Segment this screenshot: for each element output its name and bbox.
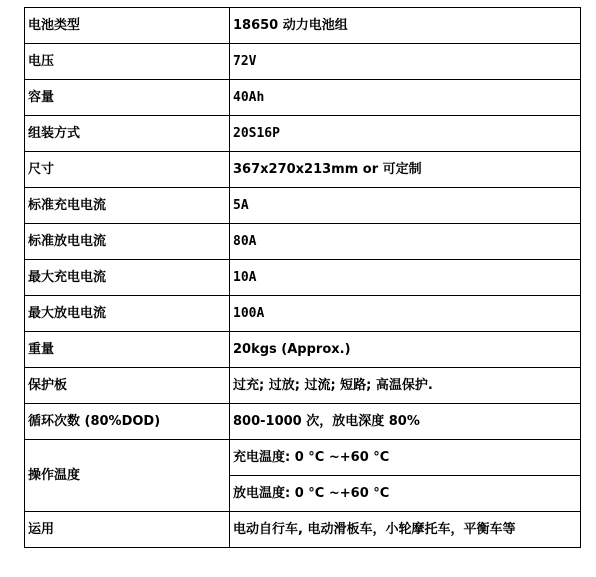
spec-row-assembly (25, 116, 581, 152)
spec-value-weight: 20kgs (Approx.) (230, 332, 581, 368)
spec-row-battery-type (25, 8, 581, 44)
spec-value-battery-type: 18650 动力电池组 (230, 8, 581, 44)
spec-value-dimensions: 367x270x213mm or 可定制 (230, 152, 581, 188)
spec-label-max-discharge-current: 最大放电电流 (25, 296, 230, 332)
spec-row-cycle-count (25, 404, 581, 440)
spec-label-dimensions: 尺寸 (25, 152, 230, 188)
spec-table-body (25, 8, 581, 548)
spec-row-capacity (25, 80, 581, 116)
spec-row-weight (25, 332, 581, 368)
spec-row-dimensions (25, 152, 581, 188)
spec-value-usage: 电动自行车, 电动滑板车，小轮摩托车，平衡车等 (230, 512, 581, 548)
spec-row-voltage (25, 44, 581, 80)
spec-row-protection-board (25, 368, 581, 404)
spec-label-weight: 重量 (25, 332, 230, 368)
spec-label-max-charge-current: 最大充电电流 (25, 260, 230, 296)
spec-label-protection-board: 保护板 (25, 368, 230, 404)
spec-label-capacity: 容量 (25, 80, 230, 116)
spec-label-operating-temperature: 操作温度 (25, 440, 230, 512)
spec-row-usage (25, 512, 581, 548)
spec-value-protection-board: 过充; 过放; 过流; 短路; 高温保护. (230, 368, 581, 404)
spec-label-assembly: 组装方式 (25, 116, 230, 152)
spec-label-voltage: 电压 (25, 44, 230, 80)
spec-label-standard-discharge-current: 标准放电电流 (25, 224, 230, 260)
spec-value-voltage: 72V (230, 44, 581, 80)
spec-row-max-discharge-current (25, 296, 581, 332)
spec-value-assembly: 20S16P (230, 116, 581, 152)
spec-value-capacity: 40Ah (230, 80, 581, 116)
spec-value-max-discharge-current: 100A (230, 296, 581, 332)
spec-label-cycle-count: 循环次数 (80%DOD) (25, 404, 230, 440)
spec-row-max-charge-current (25, 260, 581, 296)
spec-value-cycle-count: 800-1000 次，放电深度 80% (230, 404, 581, 440)
spec-row-standard-charge-current (25, 188, 581, 224)
spec-row-standard-discharge-current (25, 224, 581, 260)
spec-value-max-charge-current: 10A (230, 260, 581, 296)
spec-value-discharge-temperature: 放电温度: 0 °C ~+60 °C (230, 476, 581, 512)
spec-label-battery-type: 电池类型 (25, 8, 230, 44)
spec-label-usage: 运用 (25, 512, 230, 548)
spec-value-standard-discharge-current: 80A (230, 224, 581, 260)
spec-row-temperature-charge (25, 440, 581, 476)
spec-value-standard-charge-current: 5A (230, 188, 581, 224)
spec-label-standard-charge-current: 标准充电电流 (25, 188, 230, 224)
spec-value-charge-temperature: 充电温度: 0 °C ~+60 °C (230, 440, 581, 476)
battery-spec-table (24, 7, 581, 548)
